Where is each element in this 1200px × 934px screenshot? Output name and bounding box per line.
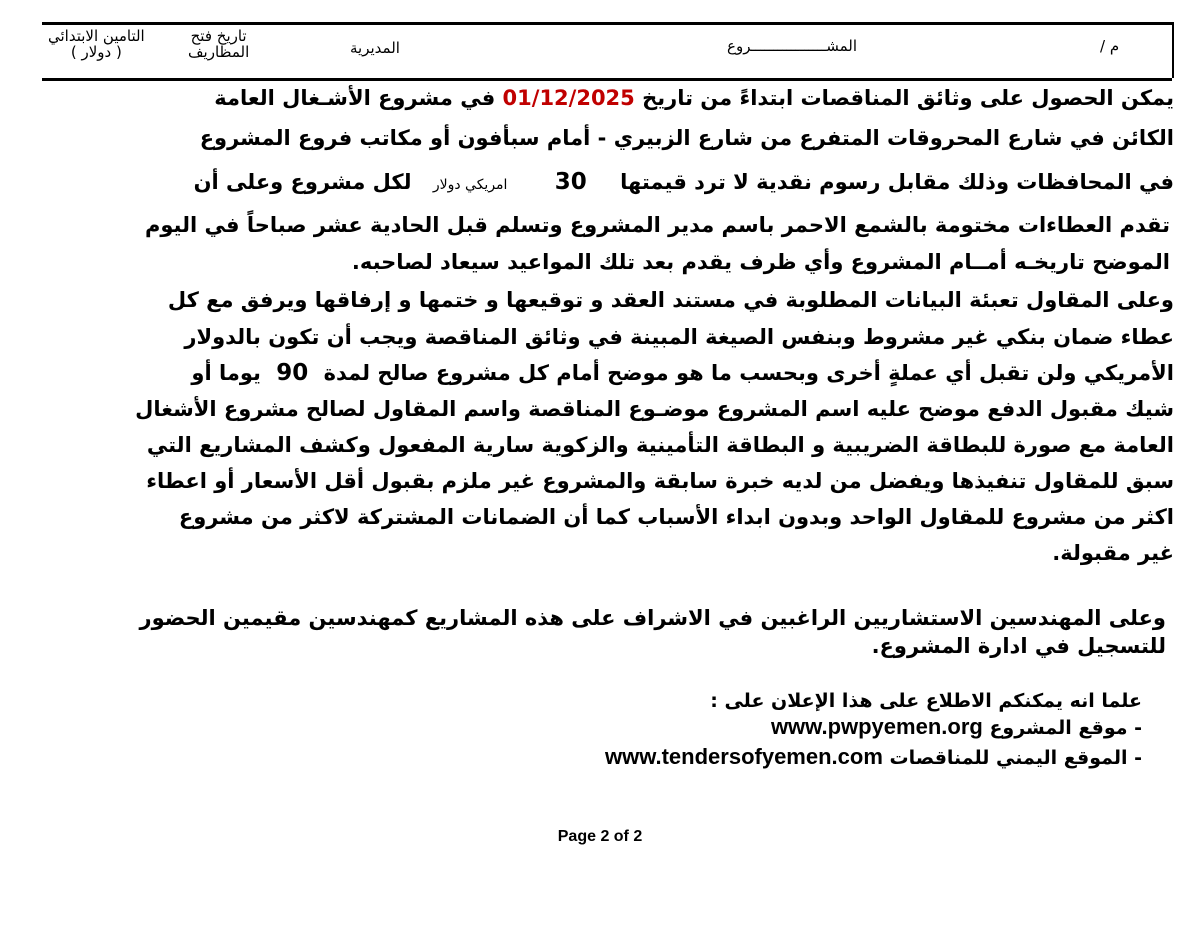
- site-1-label: - موقع المشروع: [989, 717, 1142, 739]
- paragraph-3-line-4: شيك مقبول الدفع موضح عليه اسم المشروع موضـوع المناقصة واسم المقاول لصالح مشروع الأشغال: [135, 397, 1174, 421]
- fee-currency: امريكي دولار: [432, 177, 508, 193]
- site-2-url[interactable]: www.tendersofyemen.com: [604, 744, 883, 769]
- header-col-opening-date: [188, 28, 249, 60]
- p1-l1-b: في مشروع الأشـغال العامة: [214, 86, 496, 110]
- p1-l3-a: في المحافظات وذلك مقابل رسوم نقدية لا ترد قيمتها: [620, 170, 1174, 194]
- header-col-number: م /: [1100, 37, 1120, 55]
- header-col-insurance: [48, 28, 145, 60]
- header-col-project-b: روع: [727, 37, 752, 55]
- paragraph-1-line-2: الكائن في شارع المحروقات المتفرع من شارع الزبيري - أمام سبأفون أو مكاتب فروع المشروع: [199, 126, 1174, 150]
- header-col-directorate: المديرية: [350, 39, 400, 57]
- paragraph-3-line-1: وعلى المقاول تعبئة البيانات المطلوبة في مستند العقد و توقيعها و ختمها و إرفاقها ويرفق مع كل: [167, 288, 1174, 312]
- notice-site-2: [605, 744, 1142, 770]
- paragraph-3-line-2: عطاء ضمان بنكي غير مشروط وبنفس الصيغة المبينة في وثائق المناقصة ويجب أن تكون بالدولار: [184, 325, 1174, 349]
- p3-l3-a: الأمريكي ولن تقبل أي عملةٍ أخرى وبحسب ما هو موضح أمام كل مشروع صالح لمدة: [323, 361, 1174, 385]
- paragraph-3-line-7: اكثر من مشروع للمقاول الواحد وبدون ابداء الأسباب كما أن الضمانات المشتركة لاكثر من مشروع: [178, 505, 1174, 529]
- notice-site-1: [771, 714, 1142, 740]
- fee-amount: 30: [554, 169, 587, 195]
- site-2-label: - الموقع اليمني للمناقصات: [889, 747, 1142, 769]
- header-top-border: [42, 22, 1172, 25]
- p1-l1-a: يمكن الحصول على وثائق المناقصات ابتداءً من تاريخ: [642, 86, 1174, 110]
- validity-days: 90: [276, 360, 309, 386]
- opening-date-value: 01/12/2025: [502, 86, 635, 110]
- p1-l3-b: لكل مشروع وعلى أن: [193, 170, 412, 194]
- paragraph-2-line-1: تقدم العطاءات مختومة بالشمع الاحمر باسم مدير المشروع وتسلم قبل الحادية عشر صباحاً في اليوم: [144, 213, 1170, 237]
- paragraph-3-line-6: سبق للمقاول تنفيذها ويفضل من لديه خبرة سابقة والمشروع غير ملزم بقبول أقل الأسعار أو اعطاء: [146, 469, 1174, 493]
- header-col-opening-date-line2: المظاريف: [188, 43, 250, 61]
- paragraph-1-line-3: [194, 168, 1174, 199]
- header-col-project-a: المشـــــــــــــــــ: [751, 37, 857, 55]
- site-1-url[interactable]: www.pwpyemen.org: [770, 714, 983, 739]
- header-bottom-border: [42, 78, 1172, 81]
- header-col-insurance-line2: ( دولار ): [70, 43, 122, 61]
- header-col-opening-date-line1: تاريخ فتح: [190, 27, 247, 45]
- header-col-project: [652, 38, 932, 54]
- paragraph-2-line-2: الموضح تاريخـه أمــام المشروع وأي ظرف يقدم بعد تلك المواعيد سيعاد لصاحبه.: [351, 250, 1170, 274]
- page-number: Page 2 of 2: [557, 828, 643, 845]
- paragraph-3-line-3: [191, 359, 1174, 387]
- paragraph-3-line-5: العامة مع صورة للبطاقة الضريبية و البطاقة التأمينية والزكوية سارية المفعول وكشف المشاريع التي: [146, 433, 1174, 457]
- header-divider: [1172, 22, 1174, 78]
- paragraph-3-line-8: غير مقبولة.: [1052, 541, 1174, 565]
- paragraph-4-line-1: وعلى المهندسين الاستشاريين الراغبين في الاشراف على هذه المشاريع كمهندسين مقيمين الحضور: [139, 606, 1166, 630]
- header-col-insurance-line1: التامين الابتدائي: [48, 27, 145, 45]
- paragraph-4-line-2: للتسجيل في ادارة المشروع.: [871, 634, 1166, 658]
- p3-l3-b: يوما أو: [191, 361, 261, 385]
- notice-intro: علما انه يمكنكم الاطلاع على هذا الإعلان على :: [710, 690, 1142, 712]
- paragraph-1-line-1: [214, 84, 1174, 112]
